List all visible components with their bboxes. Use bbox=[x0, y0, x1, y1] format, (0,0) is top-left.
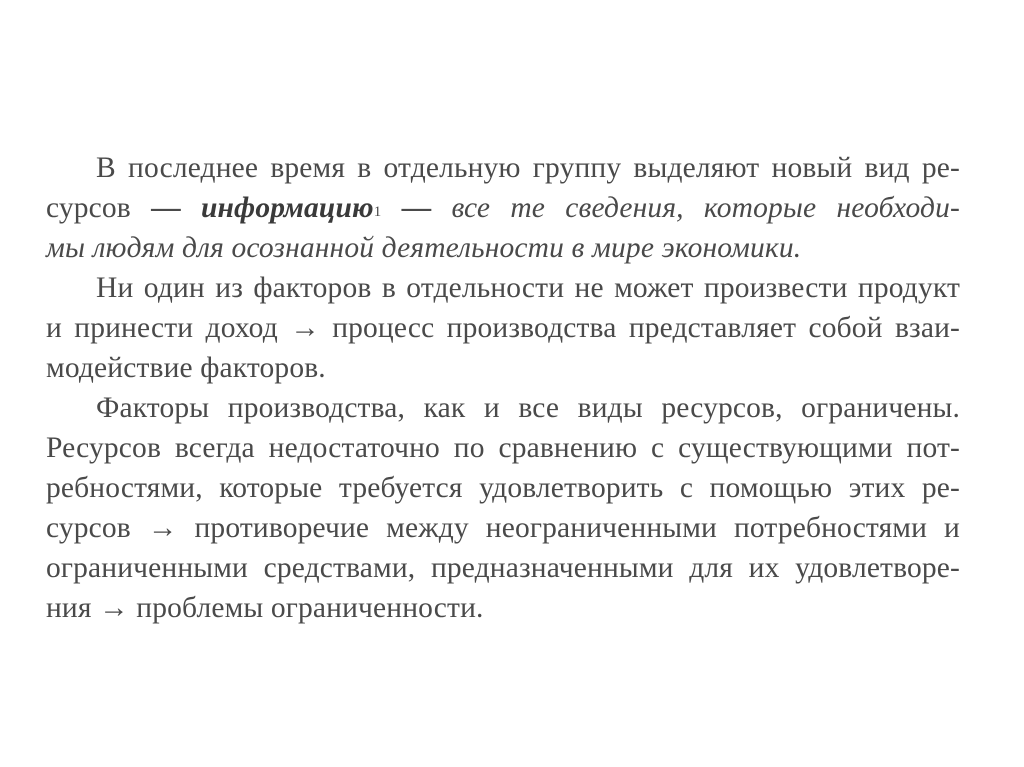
definition-text: мы людям для осознанной деятельности в мире экономики. bbox=[46, 232, 802, 264]
text-segment bbox=[181, 192, 201, 224]
text-line: Ресурсов всегда недостаточно по сравнению с существующими пот- bbox=[46, 432, 960, 464]
definition-text: все те сведения, которые необходи- bbox=[431, 192, 960, 224]
text-line: Ни один из факторов в отдельности не может произвести продукт bbox=[96, 272, 960, 304]
paragraph-1-line-2 bbox=[46, 188, 960, 228]
footnote-marker: 1 bbox=[373, 204, 382, 220]
text-line: ограниченными средствами, предназначенными для их удовлетворе- bbox=[46, 552, 960, 584]
paragraph-3-line-1 bbox=[46, 388, 960, 428]
text-segment: сурсов bbox=[46, 192, 152, 224]
text-line: сурсов → противоречие между неограниченными потребностями и bbox=[46, 512, 960, 544]
text-line: и принести доход → процесс производства представляет собой взаи- bbox=[46, 312, 960, 344]
paragraph-2-line-2 bbox=[46, 308, 960, 348]
paragraph-1-line-1 bbox=[46, 148, 960, 188]
paragraph-3-line-6 bbox=[46, 588, 960, 628]
paragraph-3-line-4 bbox=[46, 508, 960, 548]
text-block bbox=[46, 148, 960, 628]
paragraph-1-line-3 bbox=[46, 228, 960, 268]
term-information: информацию bbox=[200, 192, 374, 224]
paragraph-2-line-3 bbox=[46, 348, 960, 388]
text-line: В последнее время в отдельную группу выделяют новый вид ре- bbox=[96, 152, 960, 184]
em-dash: — bbox=[151, 192, 181, 224]
em-dash: — bbox=[401, 192, 432, 224]
text-line: Факторы производства, как и все виды ресурсов, ограничены. bbox=[96, 392, 960, 424]
text-segment bbox=[381, 192, 401, 224]
paragraph-3-line-5 bbox=[46, 548, 960, 588]
paragraph-3-line-3 bbox=[46, 468, 960, 508]
paragraph-2-line-1 bbox=[46, 268, 960, 308]
text-line: ребностями, которые требуется удовлетворить с помощью этих ре- bbox=[46, 472, 960, 504]
text-line: модействие факторов. bbox=[46, 352, 326, 384]
paragraph-3-line-2 bbox=[46, 428, 960, 468]
text-line: ния → проблемы ограниченности. bbox=[46, 592, 484, 624]
